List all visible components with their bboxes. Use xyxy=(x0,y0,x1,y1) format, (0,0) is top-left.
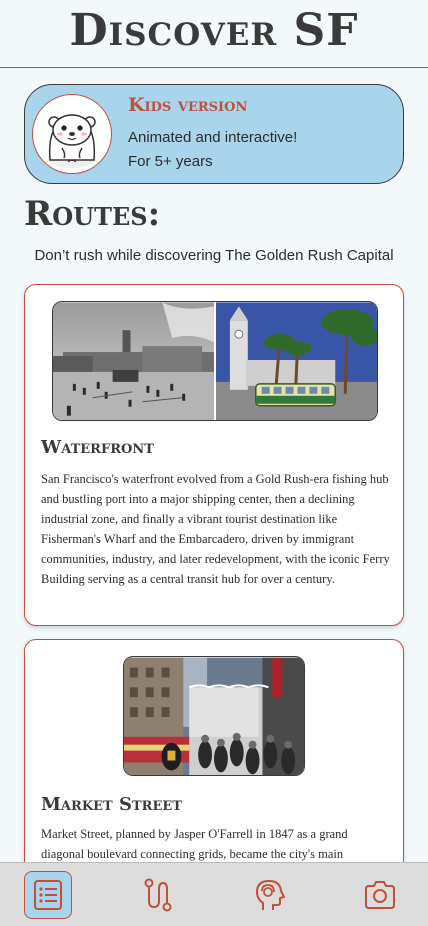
bottom-tab-bar xyxy=(0,862,428,926)
kids-age: For 5+ years xyxy=(128,153,213,170)
route-card-waterfront[interactable] xyxy=(24,284,404,626)
otter-mascot-icon xyxy=(32,94,112,174)
route-description: Market Street, planned by Jasper O'Farrell in 1847 as a grand diagonal boulevard connecting grids, became the city's main xyxy=(41,827,348,861)
app-title: Discover SF xyxy=(69,4,359,56)
route-description: San Francisco's waterfront evolved from a Gold Rush-era fishing hub and bustling port into a major shipping center, then a declining industrial zone, and finally a vibrant tourist destination like Fisherman's Wharf and the Embarcadero, driven by immigrant communities, industry, and later redevelopment, with the iconic Ferry Building serving as a central transit hub for over a century. xyxy=(41,472,390,586)
routes-subtitle: Don’t rush while discovering The Golden Rush Capital xyxy=(34,247,394,264)
camera-icon xyxy=(362,877,398,913)
route-title: Waterfront xyxy=(41,437,154,458)
route-icon xyxy=(140,877,176,913)
market-street-photo xyxy=(124,657,304,776)
list-icon xyxy=(32,879,64,911)
market-street-image xyxy=(123,656,305,776)
tab-camera[interactable] xyxy=(356,871,404,919)
route-card-market-street[interactable] xyxy=(24,639,404,879)
kids-version-banner[interactable] xyxy=(24,84,404,184)
route-title: Market Street xyxy=(41,794,182,815)
tab-route-map[interactable] xyxy=(134,871,182,919)
routes-heading: Routes: xyxy=(24,194,161,234)
historic-waterfront-photo xyxy=(53,302,214,421)
ferry-building-photo xyxy=(216,302,377,421)
kids-text xyxy=(128,94,297,174)
kids-title: Kids version xyxy=(128,94,248,116)
tab-guide[interactable] xyxy=(245,871,293,919)
waterfront-image xyxy=(52,301,378,421)
kids-description: Animated and interactive! xyxy=(128,129,298,146)
head-profile-icon xyxy=(251,877,287,913)
app-header xyxy=(0,0,428,68)
tab-routes-list[interactable] xyxy=(24,871,72,919)
